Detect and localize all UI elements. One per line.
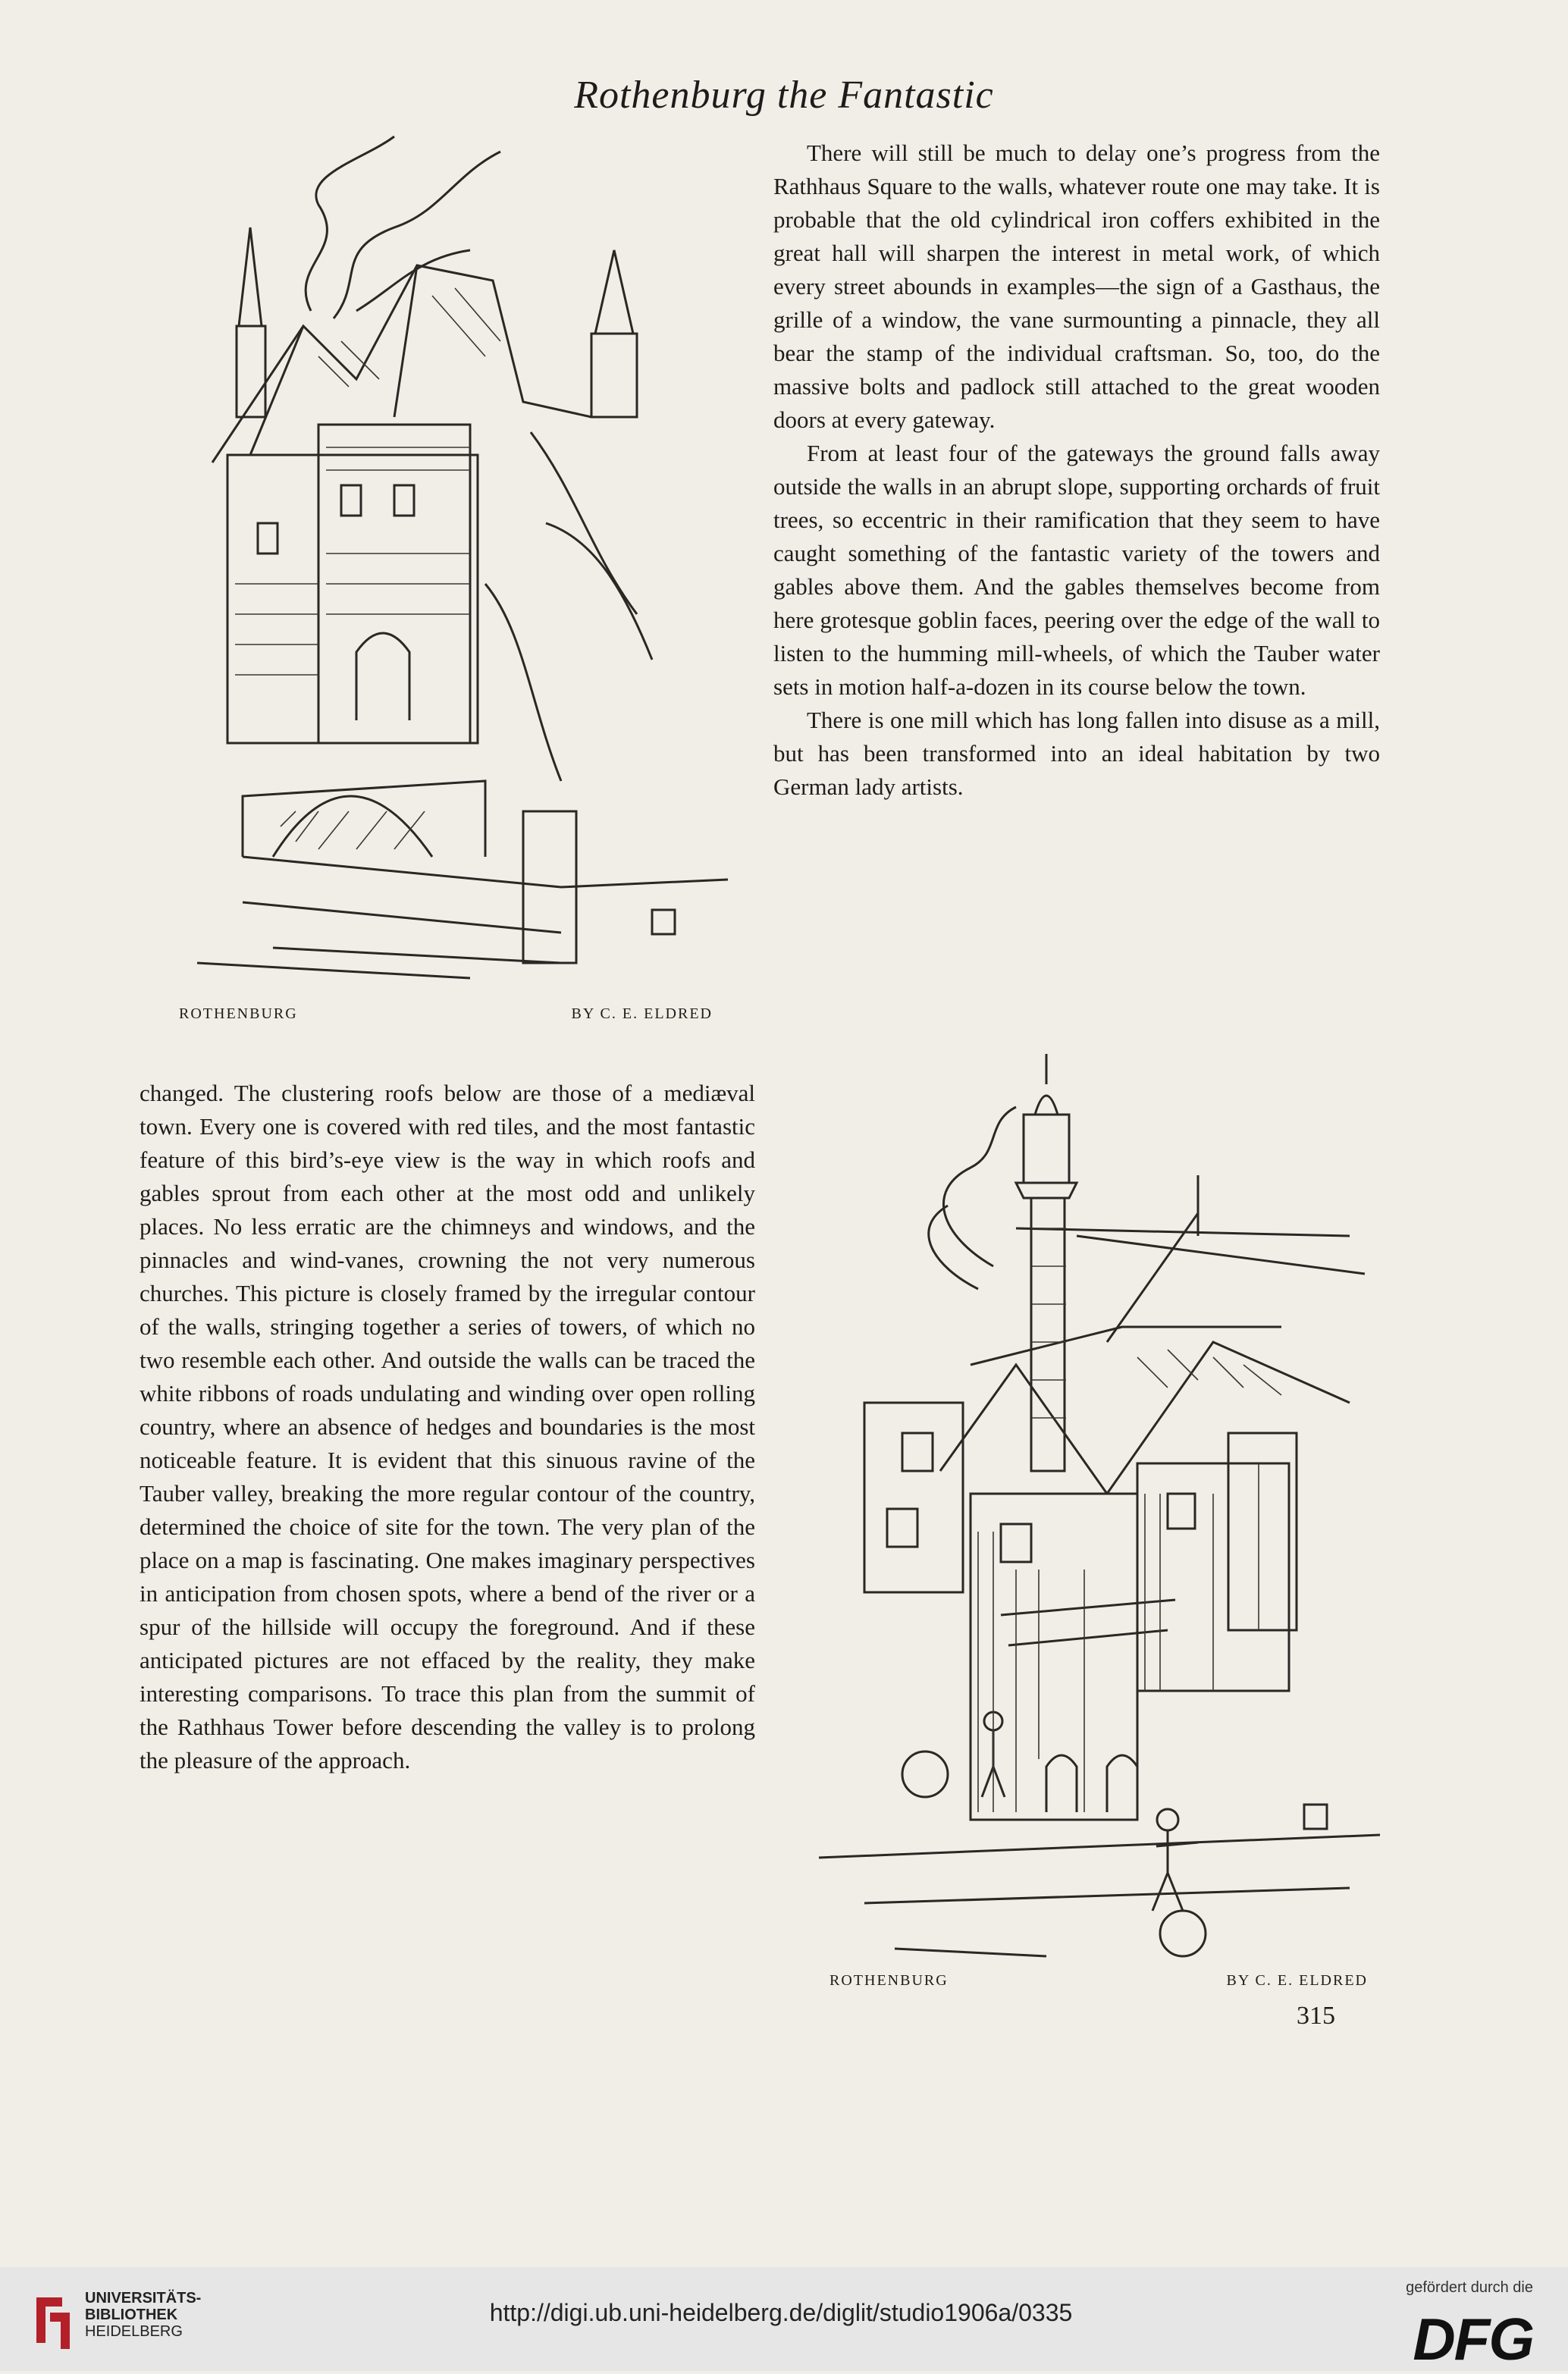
text-column-right: [773, 136, 1380, 804]
funding-note: gefördert durch die: [1406, 2279, 1533, 2296]
illustration-street: [819, 1039, 1380, 1964]
paragraph: There is one mill which has long fallen into disuse as a mill, but has been transformed into an ideal habitation by two German lady artists.: [773, 707, 1380, 800]
dfg-logo: DFG: [1413, 2306, 1533, 2372]
caption-title: ROTHENBURG: [829, 1972, 949, 1989]
caption-title: ROTHENBURG: [179, 1005, 298, 1022]
running-title: Rothenburg the Fantastic: [574, 74, 994, 117]
paragraph: From at least four of the gateways the ground falls away outside the walls in an abrupt slope, supporting orchards of fruit trees, so eccentric in their ramification that they seem to have caught something of the fantastic variety of the towers and gables above them. And the gables themselves become from here grotesque goblin faces, peering over the edge of the wall to listen to the humming mill-wheels, of which the Tauber water sets in motion half-a-dozen in its course below the town.: [773, 440, 1380, 700]
source-url-link[interactable]: http://digi.ub.uni-heidelberg.de/diglit/studio1906a/0335: [489, 2299, 1073, 2326]
caption-artist: BY C. E. ELDRED: [571, 1005, 713, 1022]
university-library-logo-icon: [30, 2290, 76, 2350]
library-name: UNIVERSITÄTS- BIBLIOTHEK HEIDELBERG: [85, 2290, 202, 2340]
caption-artist: BY C. E. ELDRED: [1226, 1972, 1368, 1989]
text-column-left: [140, 1077, 755, 1777]
gateway-drawing: [167, 129, 728, 986]
paragraph: changed. The clustering roofs below are those of a mediæval town. Every one is covered with red tiles, and the most fantastic feature of this bird’s-eye view is the way in which roofs and gables sprout from each other at the most odd and unlikely places. No less erratic are the chimneys and windows, and the pinnacles and wind-vanes, crowning the not very numerous churches. This picture is closely framed by the irregular contour of the walls, stringing together a series of towers, of which no two resemble each other. And outside the walls can be traced the white ribbons of roads undulating and winding over open rolling country, where an absence of hedges and boundaries is the most noticeable feature. It is evident that this sinuous ravine of the Tauber valley, breaking the more regular contour of the country, determined the choice of site for the town. The very plan of the place on a map is fascinating. One makes imaginary perspectives in anticipation from chosen spots, where a bend of the river or a spur of the hillside will occupy the foreground. And if these anticipated pictures are not effaced by the reality, they make interesting comparisons. To trace this plan from the summit of the Rathhaus Tower before descending the valley is to prolong the pleasure of the approach.: [140, 1080, 755, 1773]
street-drawing: [819, 1039, 1380, 1964]
illustration-caption-2: [829, 1972, 1368, 1990]
illustration-gateway: [167, 129, 728, 986]
digitization-footer: [0, 2267, 1568, 2371]
page-number: 315: [1297, 2002, 1335, 2030]
illustration-caption-1: [179, 1005, 713, 1023]
paragraph: There will still be much to delay one’s progress from the Rathhaus Square to the walls, whatever route one may take. It is probable that the old cylindrical iron coffers exhibited in the great hall will sharpen the interest in metal work, of which every street abounds in examples—the sign of a Gasthaus, the grille of a window, the vane surmounting a pinnacle, they all bear the stamp of the individual craftsman. So, too, do the massive bolts and padlock still attached to the great wooden doors at every gateway.: [773, 140, 1380, 433]
